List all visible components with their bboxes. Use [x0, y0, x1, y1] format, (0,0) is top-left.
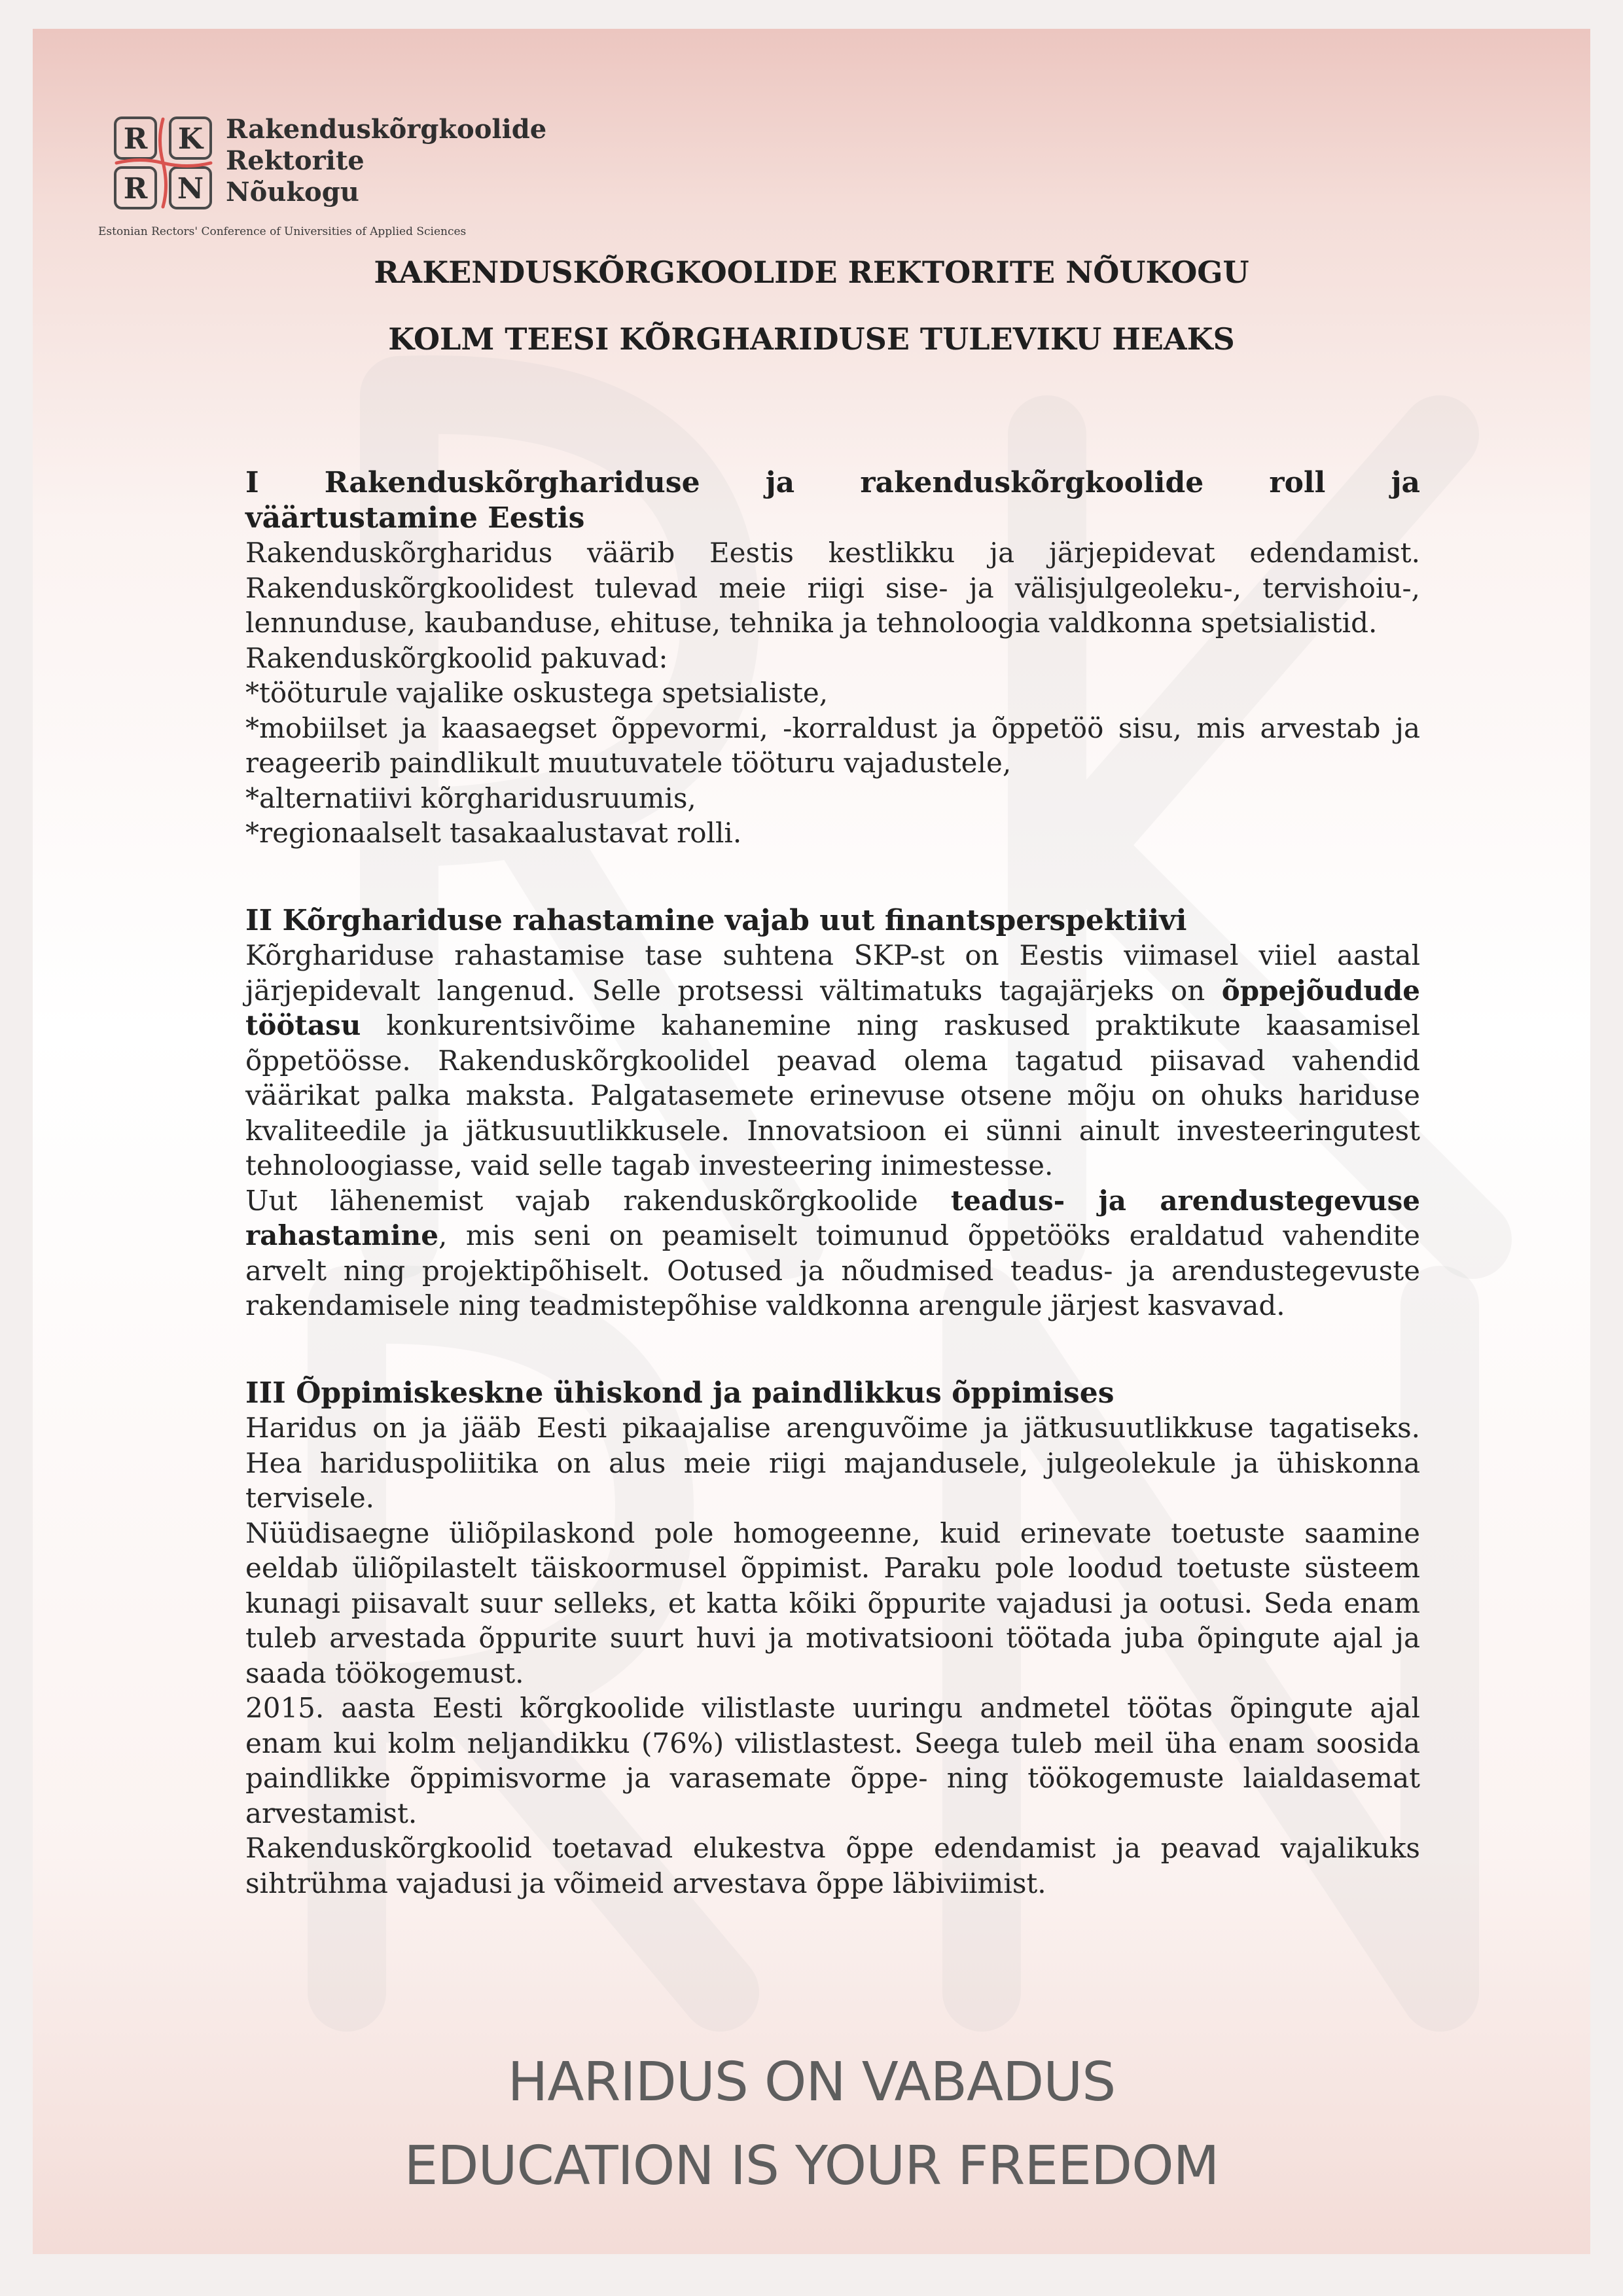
logo-letter-n: N — [177, 172, 204, 206]
list-item: *mobiilset ja kaasaegset õppevormi, -korraldust ja õppetöö sisu, mis arvestab ja reageerib paindlikult muutuvatele tööturu vajadustele, — [245, 711, 1420, 779]
list-item: *tööturule vajalike oskustega spetsialiste, — [245, 677, 829, 709]
rkrn-logo-icon — [111, 114, 216, 212]
logo-name-line-2: Rektorite — [226, 145, 365, 176]
logo-letter-k: K — [177, 122, 204, 156]
motto-english: EDUCATION IS YOUR FREEDOM — [404, 2135, 1219, 2197]
logo-subtitle: Estonian Rectors' Conference of Universities of Applied Sciences — [98, 225, 467, 238]
section-3-paragraph-3: 2015. aasta Eesti kõrgkoolide vilistlaste uuringu andmetel töötas õpingute ajal enam kui kolm neljandikku (76%) vilistlastest. Seega tuleb meil üha enam soosida paindlikke õppimisvorme ja varasemate õppe- ning töökogemuste laialdasemat arvestamist. — [245, 1692, 1420, 1829]
motto-estonian: HARIDUS ON VABADUS — [507, 2051, 1116, 2113]
emphasis-text: õppejõudude töötasu — [245, 974, 1420, 1041]
logo-letter-r1: R — [123, 122, 148, 156]
text-run: konkurentsivõime kahanemine ning raskused praktikute kaasamisel õppetöösse. Rakenduskõrgkoolidel peavad olema tagatud piisavad vahendid väärikat palka maksta. Palgatasemete erinevuse otsene mõju on ohuks hariduse kvaliteedile ja jätkusuutlikkusele. Innovatsioon ei sünni ainult investeeringutest tehnoloogiasse, vaid selle tagab investeering inimestesse. — [245, 1009, 1420, 1181]
section-1-paragraph-1: Rakenduskõrgharidus väärib Eestis kestlikku ja järjepidevat edendamist. Rakenduskõrgkoolidest tulevad meie riigi sise- ja välisjulgeoleku-, tervishoiu-, lennunduse, kaubanduse, ehituse, tehnika ja tehnoloogia valdkonna spetsialistid. — [245, 537, 1420, 639]
section-3-paragraph-2: Nüüdisaegne üliõpilaskond pole homogeenne, kuid erinevate toetuste saamine eeldab üliõpilastelt täiskoormusel õppimist. Paraku pole loodud toetuste süsteem kunagi piisavalt suur selleks, et katta kõiki õppurite vajadusi ja ootusi. Seda enam tuleb arvestada õppurite suurt huvi ja motivatsiooni töötada juba õpingute ajal ja saada töökogemust. — [245, 1516, 1420, 1689]
section-3-heading: III Õppimiskeskne ühiskond ja paindlikkus õppimises — [245, 1376, 1115, 1410]
section-3-paragraph-1: Haridus on ja jääb Eesti pikaajalise arenguvõime ja jätkusuutlikkuse tagatiseks. Hea hariduspoliitika on alus meie riigi majandusele, julgeolekule ja ühiskonna tervisele. — [245, 1412, 1420, 1514]
logo-name-line-3: Nõukogu — [226, 177, 359, 207]
section-3-paragraph-4: Rakenduskõrgkoolid toetavad elukestva õppe edendamist ja peavad vajalikuks sihtrühma vajadusi ja võimeid arvestava õppe läbiviimist. — [245, 1832, 1420, 1899]
text-run: Uut lähenemist vajab rakenduskõrgkoolide — [245, 1184, 951, 1217]
section-2-paragraph-2 — [245, 1183, 1420, 1323]
section-1-heading-line-2: väärtustamine Eestis — [245, 501, 585, 535]
section-1-heading-line-1: I Rakenduskõrghariduse ja rakenduskõrgkoolide roll ja — [245, 466, 1420, 499]
emphasis-text: teadus- ja arendustegevuse rahastamine — [245, 1184, 1420, 1251]
section-gap — [245, 851, 1420, 903]
text-run: Kõrghariduse rahastamise tase suhtena SKP-st on Eestis viimasel viiel aastal järjepidevalt langenud. Selle protsessi vältimatuks tagajärjeks on — [245, 939, 1420, 1007]
logo-name-line-1: Rakenduskõrgkoolide — [226, 114, 547, 145]
document-body — [245, 465, 1420, 1901]
section-gap — [245, 1323, 1420, 1376]
section-2-paragraph-1 — [245, 938, 1420, 1183]
logo-name — [226, 114, 546, 208]
document-page — [33, 29, 1590, 2254]
section-1-list-intro: Rakenduskõrgkoolid pakuvad: — [245, 641, 668, 674]
list-item: *regionaalselt tasakaalustavat rolli. — [245, 817, 742, 849]
text-run: , mis seni on peamiselt toimunud õppetööks eraldatud vahendite arvelt ning projektipõhiselt. Ootused ja nõudmised teadus- ja arendustegevuste rakendamisele ning teadmistepõhise valdkonna arengule järjest kasvavad. — [245, 1219, 1420, 1321]
document-title: RAKENDUSKÕRGKOOLIDE REKTORITE NÕUKOGU — [374, 255, 1249, 290]
section-2-heading: II Kõrghariduse rahastamine vajab uut finantsperspektiivi — [245, 903, 1187, 937]
list-item: *alternatiivi kõrgharidusruumis, — [245, 781, 696, 814]
section-1-heading — [245, 465, 1420, 535]
document-subtitle: KOLM TEESI KÕRGHARIDUSE TULEVIKU HEAKS — [388, 321, 1235, 357]
logo-letter-r2: R — [123, 172, 148, 206]
